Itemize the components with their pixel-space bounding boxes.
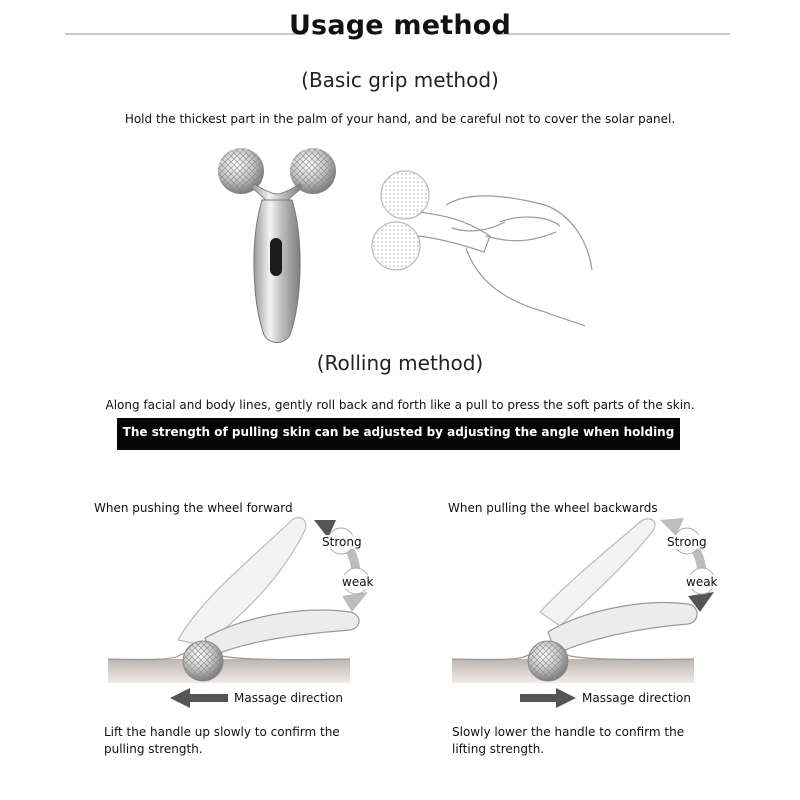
grip-description: Hold the thickest part in the palm of your hand, and be careful not to cover the solar panel. [124, 112, 676, 126]
right-massage-direction-label: Massage direction [582, 691, 691, 705]
left-weak-label: weak [342, 575, 374, 589]
left-panel-heading: When pushing the wheel forward [94, 501, 293, 515]
left-strong-label: Strong [322, 535, 362, 549]
right-direction-arrow [520, 688, 576, 708]
right-strong-label: Strong [667, 535, 707, 549]
left-direction-arrow [170, 688, 228, 708]
left-panel-caption: Lift the handle up slowly to confirm the pulling strength. [104, 725, 340, 756]
grip-subtitle: (Basic grip method) [301, 68, 499, 92]
right-weak-label: weak [686, 575, 718, 589]
solar-panel [270, 238, 282, 276]
right-panel-heading: When pulling the wheel backwards [448, 501, 658, 515]
skin-band-left [108, 659, 350, 683]
right-panel-caption: Slowly lower the handle to confirm the lifting strength. [452, 725, 685, 756]
rolling-subtitle: (Rolling method) [316, 351, 484, 375]
roller-product-image [218, 148, 336, 343]
left-massage-direction-label: Massage direction [234, 691, 343, 705]
hand-grip-sketch [372, 171, 592, 326]
rolling-description: Along facial and body lines, gently roll back and forth like a pull to press the soft parts of the skin. [105, 398, 695, 412]
skin-band-right [452, 659, 694, 683]
angle-tip-banner: The strength of pulling skin can be adjusted by adjusting the angle when holding the handle. [117, 418, 680, 450]
page-title: Usage method [288, 10, 512, 41]
